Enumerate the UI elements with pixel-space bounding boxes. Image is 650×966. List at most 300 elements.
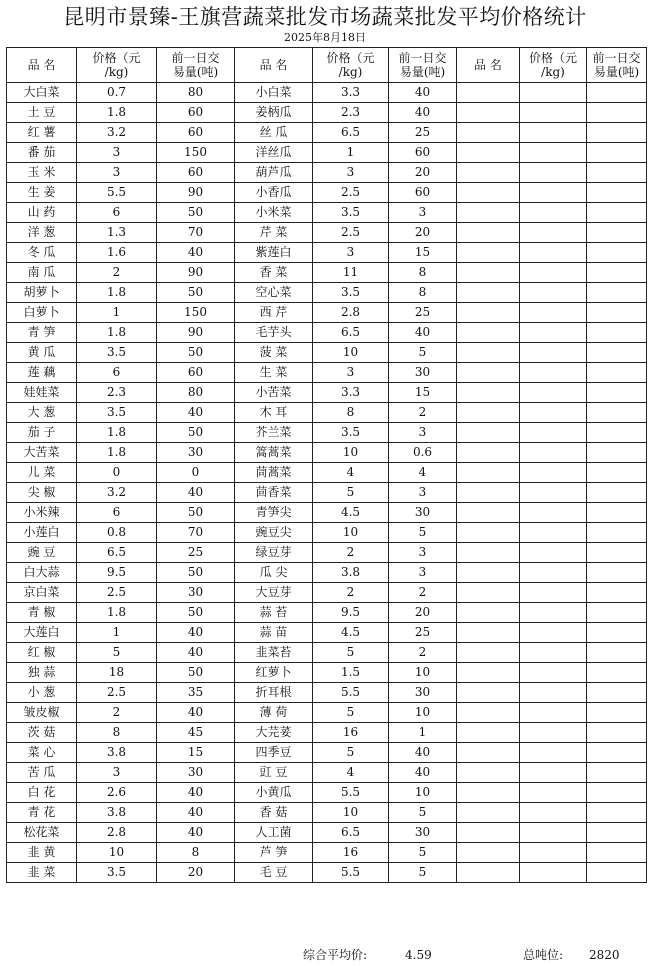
empty-cell [520, 283, 587, 303]
vegetable-name: 小莲白 [7, 523, 77, 543]
volume-cell: 4 [389, 463, 457, 483]
volume-cell: 50 [157, 603, 235, 623]
empty-cell [457, 243, 520, 263]
table-row [7, 403, 647, 423]
price-cell: 3 [77, 163, 157, 183]
empty-cell [520, 783, 587, 803]
table-row [7, 103, 647, 123]
price-cell: 5 [313, 483, 389, 503]
empty-cell [587, 343, 647, 363]
header-name-2: 品 名 [235, 48, 313, 83]
table-row [7, 623, 647, 643]
volume-cell: 60 [389, 143, 457, 163]
volume-cell: 40 [389, 83, 457, 103]
vegetable-name: 山 药 [7, 203, 77, 223]
volume-cell: 40 [389, 763, 457, 783]
table-row [7, 663, 647, 683]
table-row [7, 743, 647, 763]
volume-cell: 40 [157, 623, 235, 643]
price-cell: 6.5 [313, 823, 389, 843]
empty-cell [457, 463, 520, 483]
empty-cell [520, 163, 587, 183]
vegetable-name: 小 葱 [7, 683, 77, 703]
vegetable-name: 空心菜 [235, 283, 313, 303]
price-cell: 1.8 [77, 103, 157, 123]
volume-cell: 50 [157, 563, 235, 583]
vegetable-name: 木 耳 [235, 403, 313, 423]
volume-cell: 80 [157, 83, 235, 103]
table-row [7, 283, 647, 303]
vegetable-name: 小米菜 [235, 203, 313, 223]
header-price-3: 价格（元 /kg) [520, 48, 587, 83]
average-price-value: 4.59 [405, 948, 432, 962]
price-cell: 5.5 [77, 183, 157, 203]
empty-cell [457, 163, 520, 183]
vegetable-name: 茴香菜 [235, 483, 313, 503]
price-cell: 6.5 [313, 123, 389, 143]
table-row [7, 203, 647, 223]
vegetable-name: 生 姜 [7, 183, 77, 203]
empty-cell [457, 263, 520, 283]
empty-cell [587, 123, 647, 143]
table-row [7, 703, 647, 723]
vegetable-name: 大 葱 [7, 403, 77, 423]
price-cell: 3.5 [313, 283, 389, 303]
empty-cell [457, 823, 520, 843]
price-cell: 3 [77, 143, 157, 163]
volume-cell: 90 [157, 183, 235, 203]
vegetable-name: 莲 藕 [7, 363, 77, 383]
vegetable-name: 青笋尖 [235, 503, 313, 523]
empty-cell [457, 183, 520, 203]
empty-cell [457, 343, 520, 363]
empty-cell [457, 843, 520, 863]
vegetable-name: 西 芹 [235, 303, 313, 323]
volume-cell: 40 [157, 643, 235, 663]
table-row [7, 143, 647, 163]
price-cell: 2 [77, 263, 157, 283]
empty-cell [587, 543, 647, 563]
table-row [7, 243, 647, 263]
vegetable-name: 生 菜 [235, 363, 313, 383]
vegetable-name: 尖 椒 [7, 483, 77, 503]
table-row [7, 583, 647, 603]
price-cell: 3.8 [77, 803, 157, 823]
volume-cell: 150 [157, 303, 235, 323]
volume-cell: 2 [389, 643, 457, 663]
price-cell: 4.5 [313, 503, 389, 523]
vegetable-name: 人工菌 [235, 823, 313, 843]
volume-cell: 25 [157, 543, 235, 563]
vegetable-name: 姜柄瓜 [235, 103, 313, 123]
volume-cell: 8 [389, 263, 457, 283]
vegetable-name: 土 豆 [7, 103, 77, 123]
price-cell: 1.6 [77, 243, 157, 263]
price-cell: 5.5 [313, 783, 389, 803]
empty-cell [520, 203, 587, 223]
price-cell: 3 [313, 363, 389, 383]
empty-cell [520, 723, 587, 743]
price-cell: 3 [313, 163, 389, 183]
volume-cell: 5 [389, 523, 457, 543]
volume-cell: 45 [157, 723, 235, 743]
vegetable-name: 白萝卜 [7, 303, 77, 323]
price-cell: 4 [313, 763, 389, 783]
total-tonnage-label: 总吨位: [523, 948, 564, 962]
volume-cell: 0 [157, 463, 235, 483]
price-cell: 4 [313, 463, 389, 483]
table-row [7, 543, 647, 563]
empty-cell [457, 103, 520, 123]
volume-cell: 30 [389, 363, 457, 383]
empty-cell [520, 143, 587, 163]
empty-cell [520, 663, 587, 683]
table-row [7, 843, 647, 863]
price-cell: 1 [313, 143, 389, 163]
average-price-label: 综合平均价: [303, 948, 368, 962]
volume-cell: 50 [157, 283, 235, 303]
empty-cell [520, 303, 587, 323]
empty-cell [587, 623, 647, 643]
volume-cell: 10 [389, 783, 457, 803]
vegetable-name: 青 椒 [7, 603, 77, 623]
empty-cell [520, 123, 587, 143]
vegetable-name: 毛芋头 [235, 323, 313, 343]
vegetable-name: 独 蒜 [7, 663, 77, 683]
vegetable-name: 蒜 苗 [235, 623, 313, 643]
empty-cell [587, 423, 647, 443]
header-price-2: 价格（元 /kg) [313, 48, 389, 83]
volume-cell: 40 [389, 323, 457, 343]
empty-cell [587, 843, 647, 863]
empty-cell [520, 583, 587, 603]
price-cell: 5.5 [313, 683, 389, 703]
vegetable-name: 黄 瓜 [7, 343, 77, 363]
header-price-1: 价格（元 /kg) [77, 48, 157, 83]
table-row [7, 683, 647, 703]
empty-cell [587, 243, 647, 263]
volume-cell: 40 [157, 823, 235, 843]
volume-cell: 50 [157, 343, 235, 363]
vegetable-name: 折耳根 [235, 683, 313, 703]
empty-cell [520, 543, 587, 563]
empty-cell [457, 603, 520, 623]
volume-cell: 70 [157, 523, 235, 543]
vegetable-name: 篙蒿菜 [235, 443, 313, 463]
table-row [7, 483, 647, 503]
volume-cell: 5 [389, 343, 457, 363]
price-cell: 0 [77, 463, 157, 483]
empty-cell [457, 303, 520, 323]
volume-cell: 70 [157, 223, 235, 243]
empty-cell [520, 223, 587, 243]
empty-cell [587, 503, 647, 523]
volume-cell: 150 [157, 143, 235, 163]
volume-cell: 30 [157, 763, 235, 783]
table-row [7, 183, 647, 203]
table-row [7, 803, 647, 823]
empty-cell [587, 863, 647, 883]
price-cell: 2 [313, 583, 389, 603]
empty-cell [587, 823, 647, 843]
vegetable-name: 毛 豆 [235, 863, 313, 883]
volume-cell: 10 [389, 663, 457, 683]
report-date: 2025年8月18日 [284, 31, 366, 44]
table-row [7, 443, 647, 463]
price-cell: 1.8 [77, 443, 157, 463]
vegetable-name: 芦 笋 [235, 843, 313, 863]
vegetable-name: 南 瓜 [7, 263, 77, 283]
vegetable-name: 红 薯 [7, 123, 77, 143]
volume-cell: 60 [157, 123, 235, 143]
volume-cell: 60 [157, 103, 235, 123]
volume-cell: 3 [389, 543, 457, 563]
volume-cell: 50 [157, 663, 235, 683]
empty-cell [587, 323, 647, 343]
price-cell: 8 [313, 403, 389, 423]
vegetable-name: 豇 豆 [235, 763, 313, 783]
price-cell: 3.5 [77, 343, 157, 363]
vegetable-name: 豌豆尖 [235, 523, 313, 543]
vegetable-name: 韭菜苔 [235, 643, 313, 663]
volume-cell: 20 [389, 603, 457, 623]
vegetable-name: 小米辣 [7, 503, 77, 523]
empty-cell [587, 283, 647, 303]
vegetable-name: 小白菜 [235, 83, 313, 103]
empty-cell [520, 243, 587, 263]
price-cell: 10 [313, 443, 389, 463]
empty-cell [587, 763, 647, 783]
table-row [7, 523, 647, 543]
price-cell: 6 [77, 363, 157, 383]
price-cell: 1.5 [313, 663, 389, 683]
empty-cell [587, 303, 647, 323]
vegetable-name: 茨 菇 [7, 723, 77, 743]
empty-cell [587, 523, 647, 543]
vegetable-name: 薄 荷 [235, 703, 313, 723]
empty-cell [520, 563, 587, 583]
empty-cell [520, 383, 587, 403]
volume-cell: 0.6 [389, 443, 457, 463]
price-cell: 2.3 [77, 383, 157, 403]
empty-cell [587, 443, 647, 463]
page-title: 昆明市景臻-王旗营蔬菜批发市场蔬菜批发平均价格统计 [63, 5, 587, 29]
vegetable-name: 小苦菜 [235, 383, 313, 403]
empty-cell [520, 503, 587, 523]
empty-cell [457, 543, 520, 563]
empty-cell [520, 103, 587, 123]
vegetable-name: 韭 黄 [7, 843, 77, 863]
vegetable-name: 京白菜 [7, 583, 77, 603]
vegetable-name: 葫芦瓜 [235, 163, 313, 183]
empty-cell [587, 603, 647, 623]
price-cell: 18 [77, 663, 157, 683]
table-row [7, 303, 647, 323]
volume-cell: 5 [389, 843, 457, 863]
empty-cell [520, 623, 587, 643]
table-row [7, 363, 647, 383]
price-cell: 9.5 [313, 603, 389, 623]
table-row [7, 763, 647, 783]
empty-cell [587, 203, 647, 223]
vegetable-name: 白 花 [7, 783, 77, 803]
price-cell: 5 [313, 643, 389, 663]
vegetable-name: 青 花 [7, 803, 77, 823]
empty-cell [520, 643, 587, 663]
price-cell: 2.5 [313, 183, 389, 203]
vegetable-name: 丝 瓜 [235, 123, 313, 143]
volume-cell: 25 [389, 123, 457, 143]
volume-cell: 20 [157, 863, 235, 883]
price-cell: 5 [313, 743, 389, 763]
volume-cell: 80 [157, 383, 235, 403]
table-row [7, 223, 647, 243]
volume-cell: 20 [389, 163, 457, 183]
price-cell: 1 [77, 623, 157, 643]
header-volume-3: 前一日交 易量(吨) [587, 48, 647, 83]
volume-cell: 60 [389, 183, 457, 203]
volume-cell: 15 [157, 743, 235, 763]
empty-cell [587, 783, 647, 803]
price-cell: 2.3 [313, 103, 389, 123]
empty-cell [587, 563, 647, 583]
empty-cell [457, 523, 520, 543]
empty-cell [587, 583, 647, 603]
table-row [7, 263, 647, 283]
volume-cell: 50 [157, 503, 235, 523]
empty-cell [520, 183, 587, 203]
price-cell: 1.8 [77, 283, 157, 303]
table-row [7, 603, 647, 623]
price-cell: 6 [77, 203, 157, 223]
empty-cell [520, 263, 587, 283]
price-cell: 3.2 [77, 123, 157, 143]
volume-cell: 50 [157, 203, 235, 223]
empty-cell [457, 423, 520, 443]
price-cell: 1.8 [77, 603, 157, 623]
vegetable-name: 红萝卜 [235, 663, 313, 683]
empty-cell [587, 483, 647, 503]
total-tonnage-value: 2820 [589, 948, 620, 962]
volume-cell: 50 [157, 423, 235, 443]
vegetable-name: 茄 子 [7, 423, 77, 443]
price-cell: 2.5 [77, 683, 157, 703]
volume-cell: 5 [389, 803, 457, 823]
price-cell: 6 [77, 503, 157, 523]
vegetable-name: 小香瓜 [235, 183, 313, 203]
vegetable-name: 大苦菜 [7, 443, 77, 463]
table-row [7, 383, 647, 403]
empty-cell [457, 803, 520, 823]
empty-cell [520, 843, 587, 863]
vegetable-name: 番 茄 [7, 143, 77, 163]
price-cell: 2.5 [313, 223, 389, 243]
empty-cell [457, 623, 520, 643]
price-cell: 3.8 [77, 743, 157, 763]
empty-cell [587, 143, 647, 163]
table-row [7, 823, 647, 843]
empty-cell [587, 383, 647, 403]
price-cell: 3.5 [77, 863, 157, 883]
vegetable-name: 青 笋 [7, 323, 77, 343]
empty-cell [587, 643, 647, 663]
empty-cell [520, 803, 587, 823]
table-row [7, 343, 647, 363]
volume-cell: 10 [389, 703, 457, 723]
volume-cell: 3 [389, 563, 457, 583]
empty-cell [587, 403, 647, 423]
price-cell: 8 [77, 723, 157, 743]
price-cell: 3.5 [77, 403, 157, 423]
empty-cell [587, 683, 647, 703]
vegetable-name: 豌 豆 [7, 543, 77, 563]
empty-cell [457, 683, 520, 703]
price-cell: 10 [313, 803, 389, 823]
empty-cell [587, 803, 647, 823]
price-cell: 1.8 [77, 323, 157, 343]
vegetable-name: 菠 菜 [235, 343, 313, 363]
empty-cell [457, 203, 520, 223]
volume-cell: 3 [389, 203, 457, 223]
volume-cell: 30 [389, 823, 457, 843]
vegetable-name: 白大蒜 [7, 563, 77, 583]
empty-cell [457, 643, 520, 663]
price-cell: 3 [313, 243, 389, 263]
vegetable-name: 绿豆芽 [235, 543, 313, 563]
price-cell: 6.5 [77, 543, 157, 563]
volume-cell: 40 [157, 403, 235, 423]
price-cell: 10 [313, 343, 389, 363]
vegetable-name: 儿 菜 [7, 463, 77, 483]
empty-cell [587, 183, 647, 203]
table-row [7, 503, 647, 523]
vegetable-name: 玉 米 [7, 163, 77, 183]
table-row [7, 423, 647, 443]
volume-cell: 2 [389, 583, 457, 603]
table-row [7, 783, 647, 803]
empty-cell [520, 683, 587, 703]
empty-cell [520, 523, 587, 543]
price-cell: 3.3 [313, 383, 389, 403]
volume-cell: 25 [389, 623, 457, 643]
vegetable-name: 大白菜 [7, 83, 77, 103]
volume-cell: 5 [389, 863, 457, 883]
vegetable-name: 芥兰菜 [235, 423, 313, 443]
volume-cell: 30 [389, 503, 457, 523]
volume-cell: 60 [157, 363, 235, 383]
vegetable-name: 红 椒 [7, 643, 77, 663]
empty-cell [457, 663, 520, 683]
volume-cell: 1 [389, 723, 457, 743]
volume-cell: 8 [157, 843, 235, 863]
empty-cell [520, 403, 587, 423]
empty-cell [457, 403, 520, 423]
vegetable-name: 洋丝瓜 [235, 143, 313, 163]
volume-cell: 15 [389, 383, 457, 403]
price-cell: 5 [77, 643, 157, 663]
vegetable-name: 大豆芽 [235, 583, 313, 603]
price-cell: 16 [313, 843, 389, 863]
table-row [7, 643, 647, 663]
volume-cell: 40 [389, 743, 457, 763]
vegetable-name: 香 菇 [235, 803, 313, 823]
table-row [7, 163, 647, 183]
volume-cell: 40 [157, 483, 235, 503]
vegetable-name: 蒜 苔 [235, 603, 313, 623]
header-name-3: 品 名 [457, 48, 520, 83]
empty-cell [587, 743, 647, 763]
empty-cell [457, 123, 520, 143]
